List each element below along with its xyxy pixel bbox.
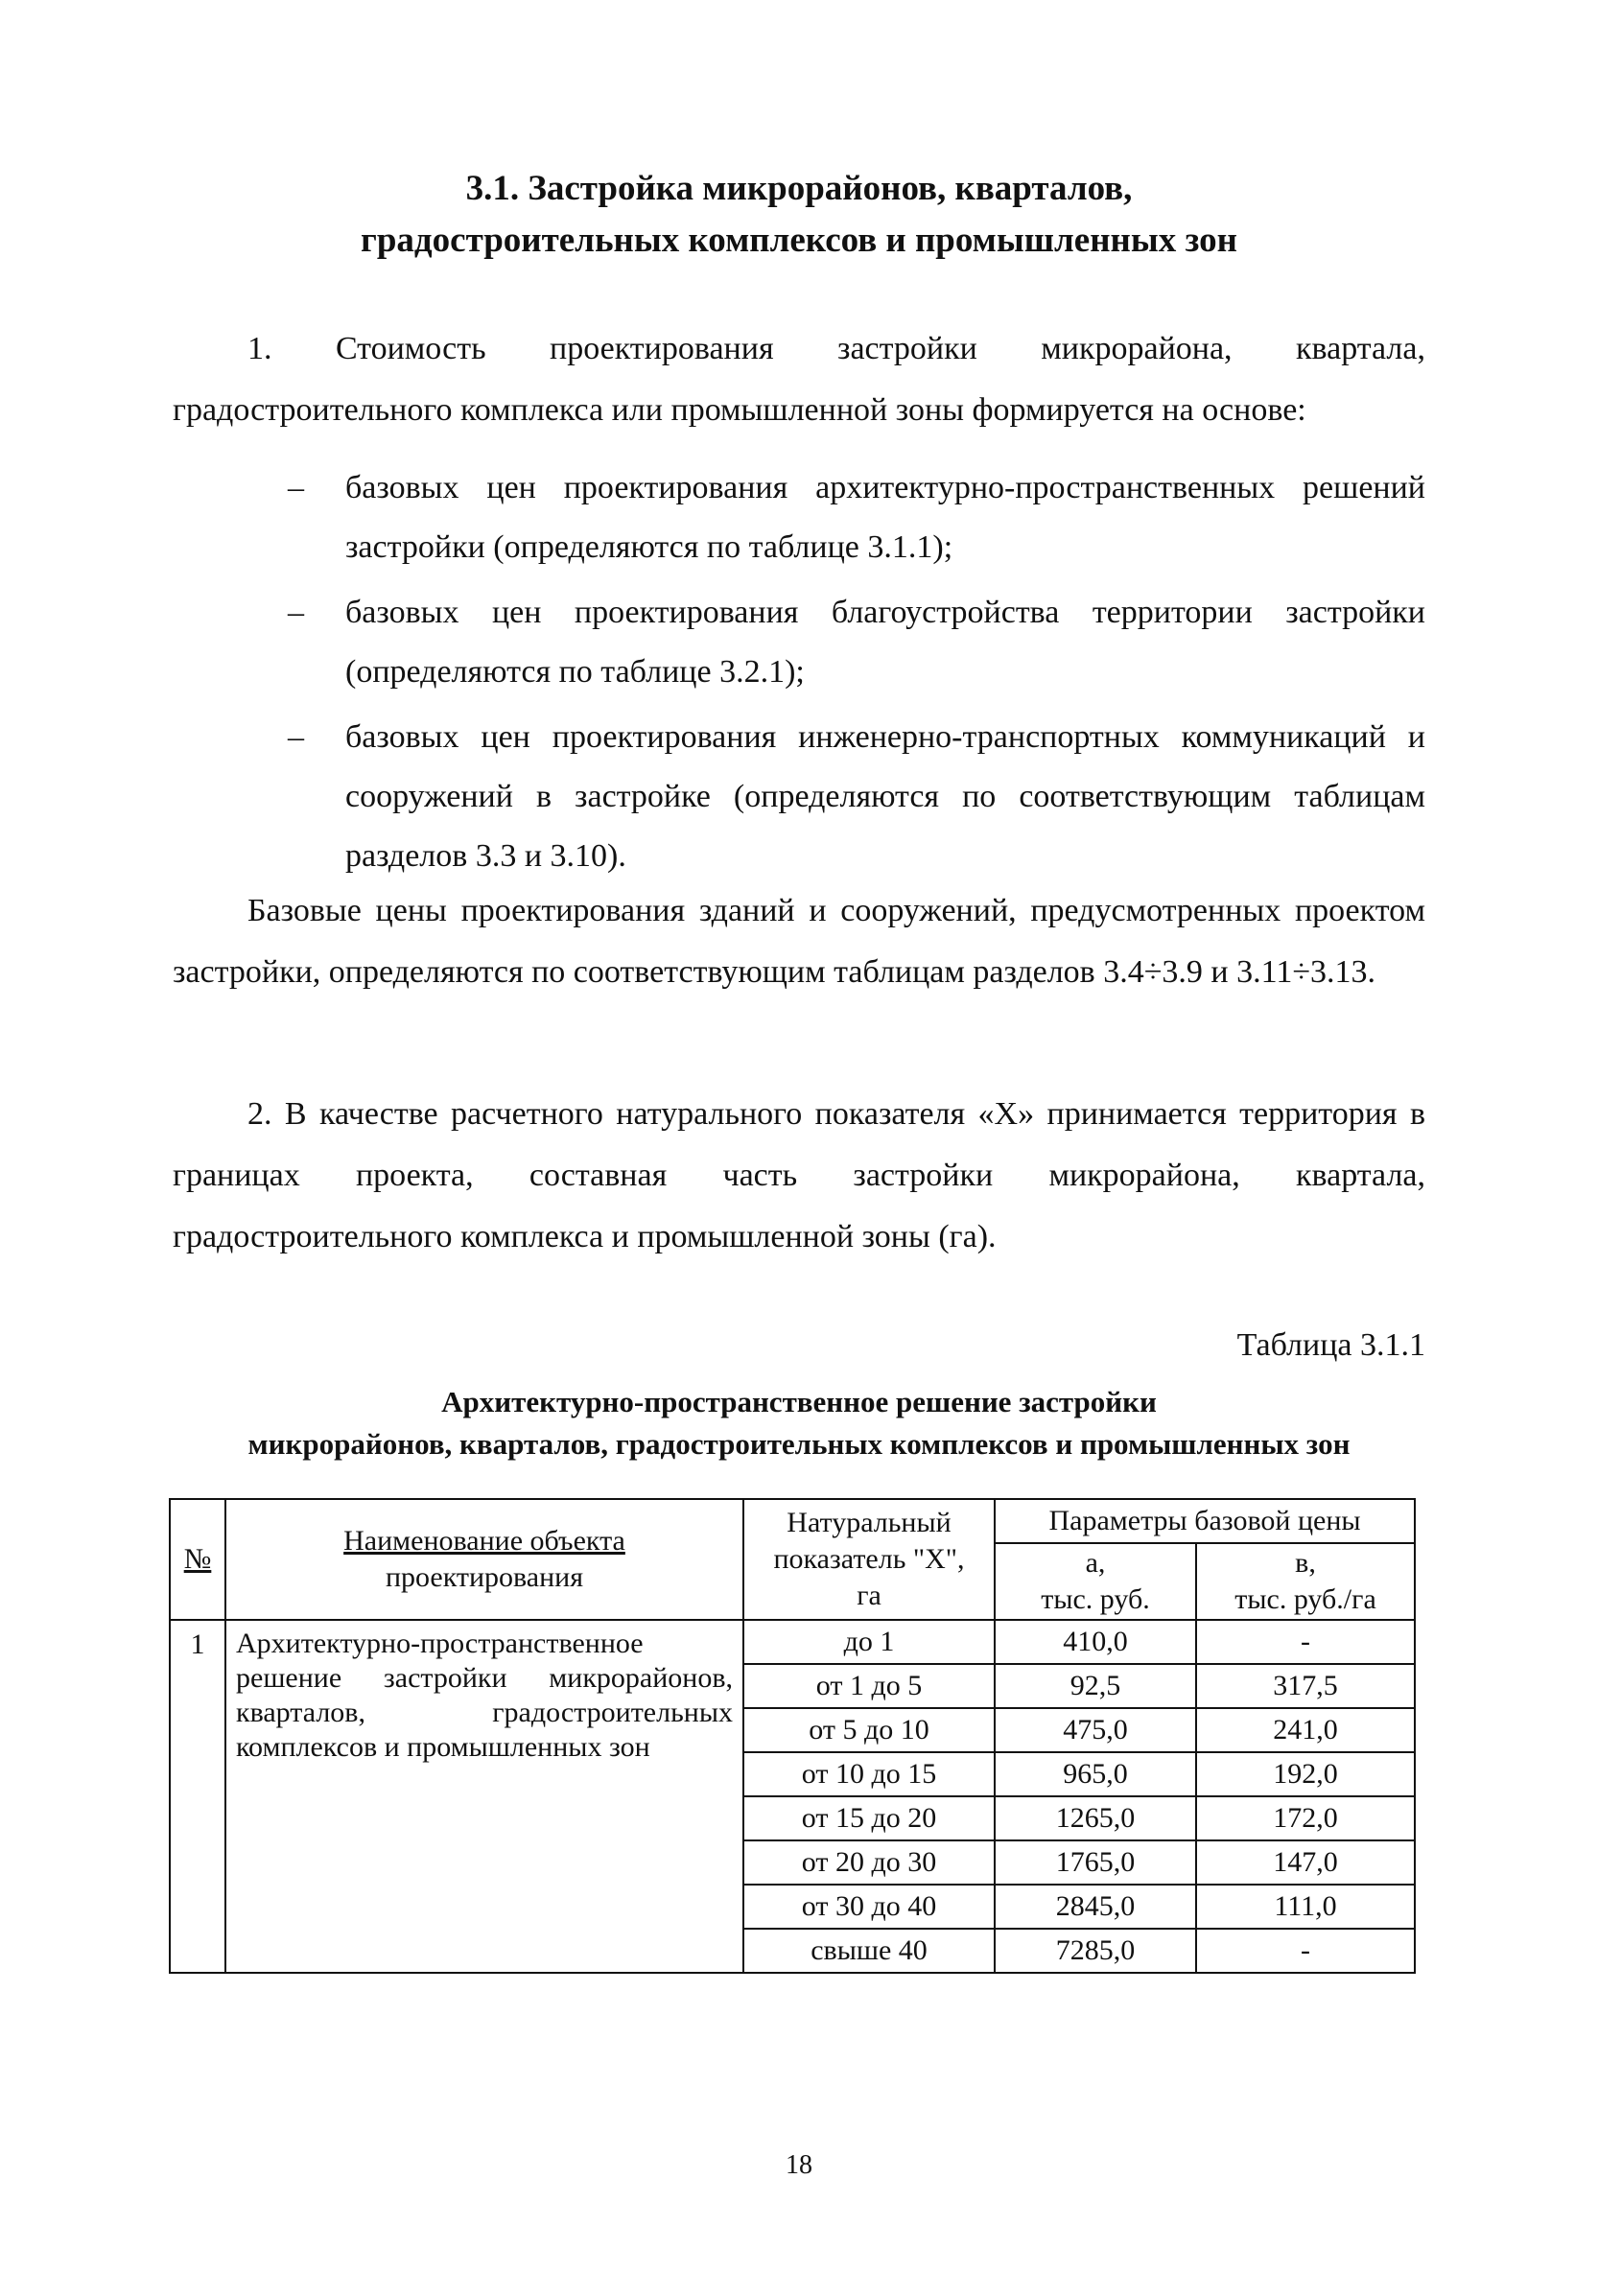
header-a-line2: тыс. руб. <box>1041 1583 1150 1615</box>
cell-b: 172,0 <box>1196 1796 1415 1840</box>
cell-b: 192,0 <box>1196 1752 1415 1796</box>
paragraph-3: 2. В качестве расчетного натурального показателя «Х» принимается территория в границах проекта, составная часть застройки микрорайона, квартала, градостроительного комплекса и промышленной зоны (га). <box>173 1096 1425 1254</box>
header-a-line1: а, <box>1085 1547 1106 1579</box>
section-heading-line2: градостроительных комплексов и промышленных зон <box>361 221 1237 260</box>
header-b <box>1196 1543 1415 1620</box>
page-number: 18 <box>786 2150 812 2180</box>
table-label: Таблица 3.1.1 <box>1236 1327 1425 1363</box>
cell-range: от 10 до 15 <box>743 1752 995 1796</box>
table-title-line1: Архитектурно-пространственное решение застройки <box>441 1385 1157 1418</box>
header-b-line2: тыс. руб./га <box>1234 1583 1376 1615</box>
header-b-line1: в, <box>1295 1547 1316 1579</box>
cell-a: 92,5 <box>995 1664 1196 1708</box>
section-heading <box>173 163 1425 267</box>
price-table <box>169 1498 1416 1974</box>
cell-b: 317,5 <box>1196 1664 1415 1708</box>
bullet-text: базовых цен проектирования благоустройства территории застройки (определяются по таблице 3.2.1); <box>345 595 1425 690</box>
cell-a: 1765,0 <box>995 1840 1196 1885</box>
bullet-item <box>288 708 1425 886</box>
cell-range: от 20 до 30 <box>743 1840 995 1885</box>
cell-b: 147,0 <box>1196 1840 1415 1885</box>
table-row <box>170 1620 1415 1664</box>
bullet-text: базовых цен проектирования инженерно-транспортных коммуникаций и сооружений в застройке (определяются по соответствующим таблицам разделов 3.3 и 3.10). <box>345 719 1425 874</box>
paragraph-1: 1. Стоимость проектирования застройки микрорайона, квартала, градостроительного комплекса или промышленной зоны формируется на основе: <box>173 331 1425 428</box>
header-indicator <box>743 1499 995 1620</box>
bullet-list <box>288 458 1425 892</box>
cell-a: 965,0 <box>995 1752 1196 1796</box>
table-title-line2: микрорайонов, кварталов, градостроительных комплексов и промышленных зон <box>247 1427 1351 1461</box>
cell-a: 475,0 <box>995 1708 1196 1752</box>
cell-range: до 1 <box>743 1620 995 1664</box>
paragraph-2: Базовые цены проектирования зданий и сооружений, предусмотренных проектом застройки, определяются по соответствующим таблицам разделов 3.4÷3.9 и 3.11÷3.13. <box>173 893 1425 990</box>
row-num: 1 <box>170 1620 225 1973</box>
cell-b: - <box>1196 1620 1415 1664</box>
cell-range: от 30 до 40 <box>743 1885 995 1929</box>
bullet-dash: – <box>288 470 304 505</box>
table-header-row <box>170 1499 1415 1543</box>
header-a <box>995 1543 1196 1620</box>
cell-b: - <box>1196 1929 1415 1973</box>
row-object-name: Архитектурно-пространственное решение застройки микрорайонов, кварталов, градостроительных комплексов и промышленных зон <box>225 1620 743 1973</box>
header-params: Параметры базовой цены <box>995 1499 1415 1543</box>
header-name-line1: Наименование объекта <box>343 1525 625 1557</box>
bullet-dash: – <box>288 595 304 630</box>
table-title <box>163 1381 1435 1465</box>
cell-a: 1265,0 <box>995 1796 1196 1840</box>
header-name <box>225 1499 743 1620</box>
bullet-item <box>288 583 1425 702</box>
section-heading-line1: 3.1. Застройка микрорайонов, кварталов, <box>465 169 1133 208</box>
cell-b: 111,0 <box>1196 1885 1415 1929</box>
cell-range: от 15 до 20 <box>743 1796 995 1840</box>
bullet-text: базовых цен проектирования архитектурно-пространственных решений застройки (определяются по таблице 3.1.1); <box>345 470 1425 565</box>
cell-range: от 1 до 5 <box>743 1664 995 1708</box>
cell-b: 241,0 <box>1196 1708 1415 1752</box>
bullet-item <box>288 458 1425 577</box>
header-num-text: № <box>183 1543 212 1575</box>
cell-a: 7285,0 <box>995 1929 1196 1973</box>
header-name-line2: проектирования <box>385 1561 584 1593</box>
cell-range: от 5 до 10 <box>743 1708 995 1752</box>
header-indicator-line3: га <box>857 1580 881 1611</box>
bullet-dash: – <box>288 719 304 755</box>
cell-a: 2845,0 <box>995 1885 1196 1929</box>
header-indicator-line2: показатель "Х", <box>773 1543 965 1575</box>
cell-a: 410,0 <box>995 1620 1196 1664</box>
header-indicator-line1: Натуральный <box>787 1507 952 1538</box>
cell-range: свыше 40 <box>743 1929 995 1973</box>
header-num <box>170 1499 225 1620</box>
